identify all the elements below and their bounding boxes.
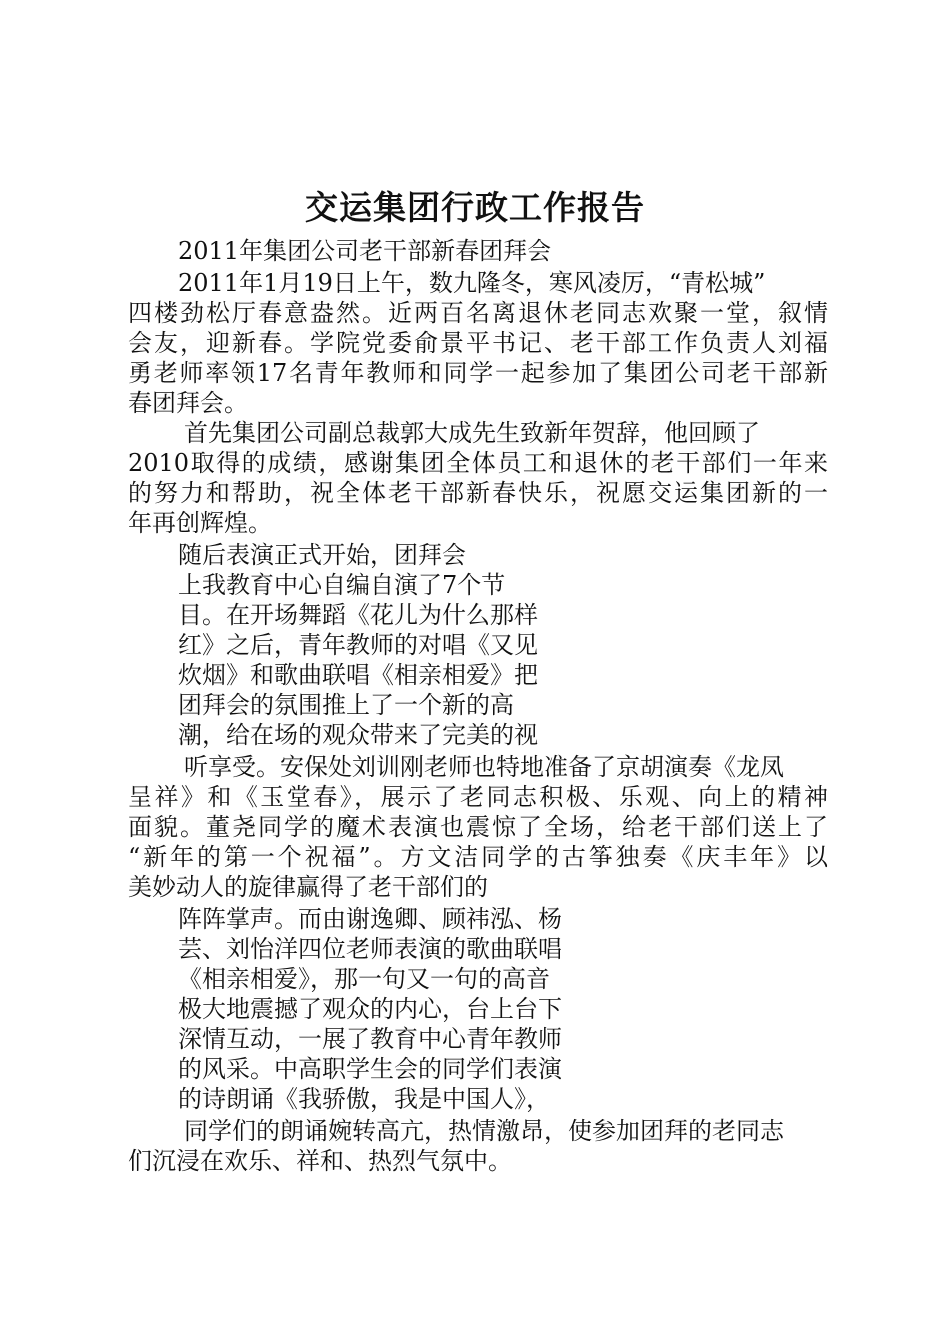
paragraph-line: 深情互动，一展了教育中心青年教师 [178,1025,562,1053]
paragraph-line: 春团拜会。 [128,389,248,417]
paragraph-line: 听享受。安保处刘训刚老师也特地准备了京胡演奏《龙凤 [184,753,784,781]
paragraph-line: 阵阵掌声。而由谢逸卿、顾祎泓、杨 [178,905,562,933]
paragraph-line: 首先集团公司副总裁郭大成先生致新年贺辞，他回顾了 [184,419,760,447]
paragraph-line: 芸、刘怡洋四位老师表演的歌曲联唱 [178,935,562,963]
paragraph-line: 年再创辉煌。 [128,509,272,537]
paragraph-line: 随后表演正式开始，团拜会 [178,541,466,569]
paragraph-line: 的风采。中高职学生会的同学们表演 [178,1055,562,1083]
paragraph-line: 潮，给在场的观众带来了完美的视 [178,721,538,749]
paragraph-line: 红》之后，青年教师的对唱《又见 [178,631,538,659]
paragraph-line: 美妙动人的旋律赢得了老干部们的 [128,873,488,901]
paragraph-line: 2011年1月19日上午，数九隆冬，寒风凌厉，“青松城” [178,269,766,297]
paragraph-line: 目。在开场舞蹈《花儿为什么那样 [178,601,538,629]
paragraph-line: 呈祥》和《玉堂春》，展示了老同志积极、乐观、向上的精神 [128,783,828,811]
paragraph-line: 团拜会的氛围推上了一个新的高 [178,691,514,719]
paragraph-line: 的努力和帮助，祝全体老干部新春快乐，祝愿交运集团新的一 [128,479,828,507]
paragraph-line: 勇老师率领17名青年教师和同学一起参加了集团公司老干部新 [128,359,828,387]
paragraph-line: 《相亲相爱》，那一句又一句的高音 [178,965,550,993]
paragraph-line: 炊烟》和歌曲联唱《相亲相爱》把 [178,661,538,689]
paragraph-line: 四楼劲松厅春意盎然。近两百名离退休老同志欢聚一堂，叙情 [128,299,828,327]
paragraph-line: “新年的第一个祝福”。方文洁同学的古筝独奏《庆丰年》以 [128,843,828,871]
paragraph-line: 面貌。董尧同学的魔术表演也震惊了全场，给老干部们送上了 [128,813,828,841]
document-title: 交运集团行政工作报告 [305,188,645,227]
paragraph-line: 2010取得的成绩，感谢集团全体员工和退休的老干部们一年来 [128,449,828,477]
paragraph-line: 会友，迎新春。学院党委俞景平书记、老干部工作负责人刘福 [128,329,828,357]
paragraph-line: 的诗朗诵《我骄傲，我是中国人》， [178,1085,550,1113]
paragraph-line: 2011年集团公司老干部新春团拜会 [178,237,552,265]
paragraph-line: 同学们的朗诵婉转高亢，热情激昂，使参加团拜的老同志 [184,1117,784,1145]
paragraph-line: 们沉浸在欢乐、祥和、热烈气氛中。 [128,1147,512,1175]
paragraph-line: 上我教育中心自编自演了7个节 [178,571,506,599]
paragraph-line: 极大地震撼了观众的内心，台上台下 [178,995,562,1023]
